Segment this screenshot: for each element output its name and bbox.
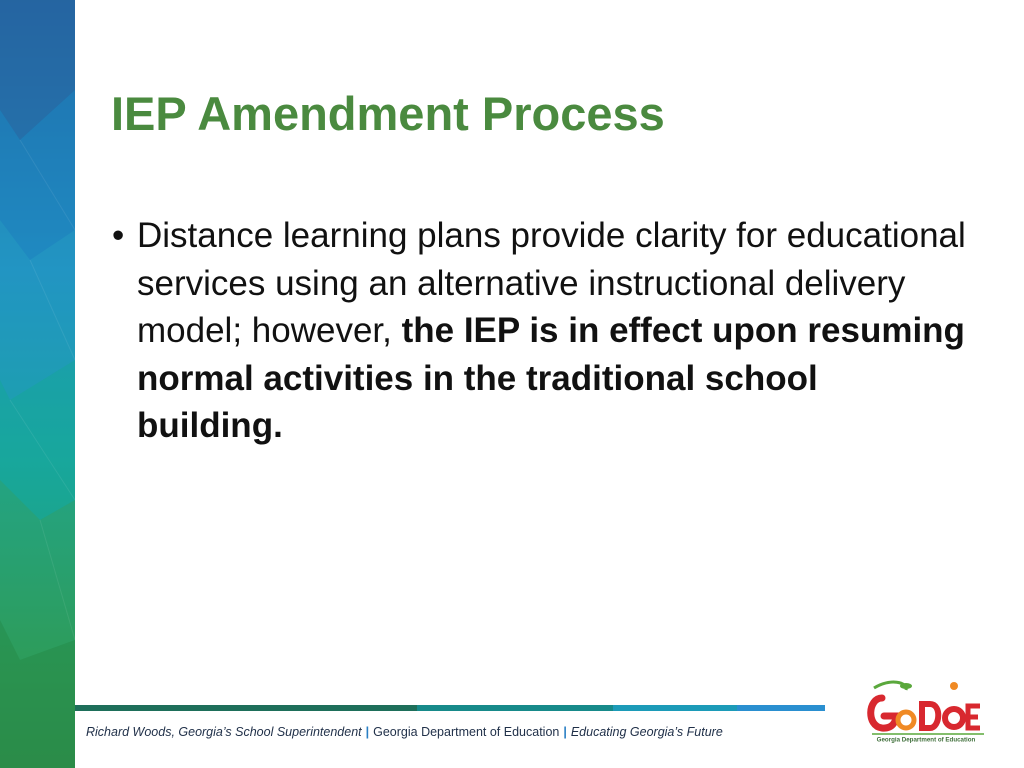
footer-rule (75, 705, 825, 711)
decorative-side-band (0, 0, 75, 768)
bullet-dot: • (112, 216, 125, 255)
footer-text (86, 723, 723, 741)
bullet-text-plain: Distance learning plans provide clarity for educational services using an alternative instructional delivery model; however, (137, 216, 966, 350)
bullet-item (112, 212, 972, 450)
bullet-list (112, 212, 972, 450)
footer-superintendent: Richard Woods, Georgia’s School Superintendent (86, 725, 362, 739)
bullet-text-bold: the IEP is in effect upon resuming normal activities in the traditional school building. (137, 311, 965, 445)
slide-title: IEP Amendment Process (111, 87, 665, 140)
footer-tagline: Educating Georgia’s Future (570, 725, 723, 739)
gadoe-logo (862, 676, 990, 744)
logo-subtitle: Georgia Department of Education (876, 736, 976, 744)
footer-department: Georgia Department of Education (373, 725, 560, 739)
footer-separator: | (563, 725, 567, 739)
footer-separator: | (365, 725, 370, 739)
